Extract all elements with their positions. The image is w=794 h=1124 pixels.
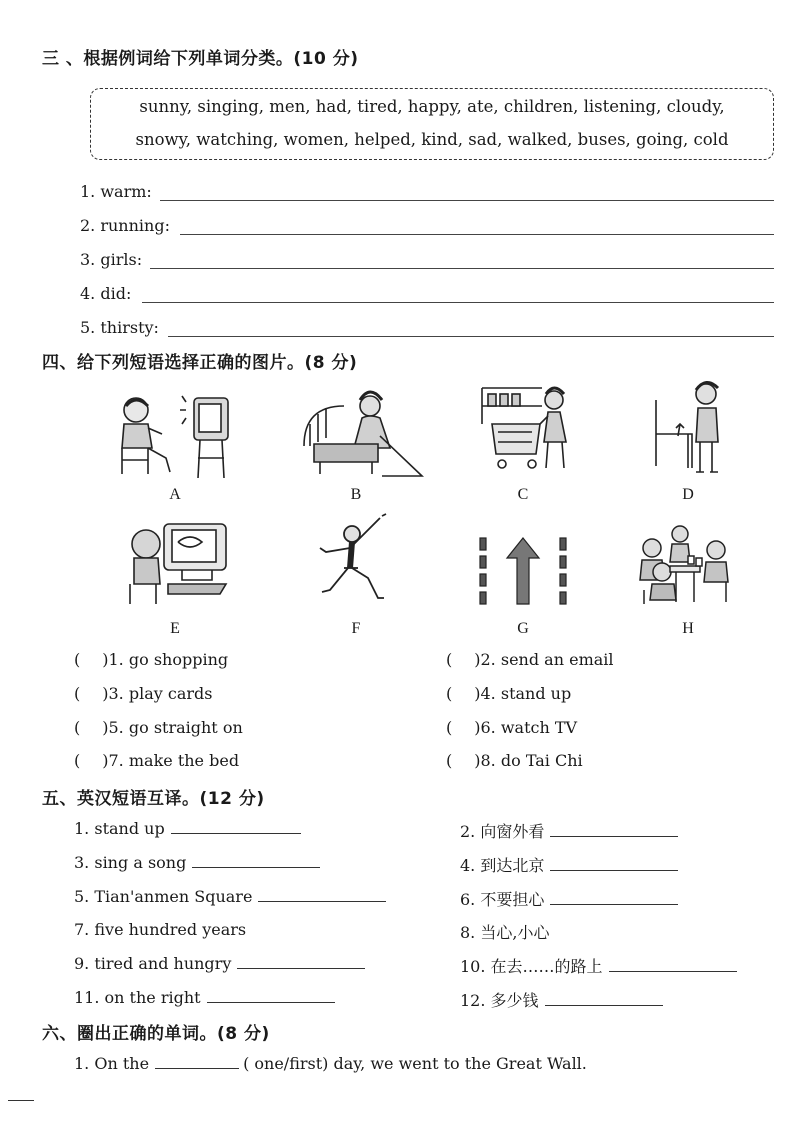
- word-bank-box: [90, 88, 774, 160]
- translate-blank-1[interactable]: [171, 819, 301, 834]
- section-6-title: 六、圈出正确的单词。(8 分): [42, 1024, 270, 1044]
- match-item-8: ( )8. do Tai Chi: [446, 751, 583, 770]
- picture-letter-a: A: [169, 486, 181, 503]
- translate-item-5: 5. Tian'anmen Square: [74, 887, 386, 906]
- translate-blank-9[interactable]: [237, 954, 365, 969]
- girl-making-bed-icon: [300, 386, 424, 480]
- translate-blank-10[interactable]: [609, 957, 737, 972]
- picture-letter-b: B: [350, 486, 362, 503]
- translate-item-10: 10. 在去……的路上: [460, 954, 737, 977]
- translate-item-3: 3. sing a song: [74, 853, 320, 872]
- match-item-4: ( )4. stand up: [446, 684, 572, 703]
- translate-item-9: 9. tired and hungry: [74, 954, 365, 973]
- translate-item-1: 1. stand up: [74, 819, 301, 838]
- translate-blank-2[interactable]: [550, 822, 678, 837]
- boy-standing-up-icon: [648, 380, 728, 480]
- classify-answer-line-5[interactable]: [168, 336, 774, 337]
- translate-item-7: 7. five hundred years: [74, 920, 247, 939]
- translate-blank-11[interactable]: [207, 988, 335, 1003]
- picture-letter-f: F: [351, 620, 361, 637]
- man-tai-chi-icon: [312, 512, 396, 608]
- match-item-5: ( )5. go straight on: [74, 718, 243, 737]
- classify-label-5: 5. thirsty:: [80, 318, 159, 337]
- translate-item-2: 2. 向窗外看: [460, 819, 678, 842]
- straight-arrow-road-icon: [476, 534, 572, 606]
- girl-shopping-cart-icon: [478, 384, 574, 482]
- boy-watching-tv-icon: [108, 388, 238, 480]
- page-footer-mark: [8, 1100, 34, 1101]
- classify-answer-line-3[interactable]: [150, 268, 774, 269]
- picture-letter-g: G: [517, 620, 529, 637]
- translate-blank-12[interactable]: [545, 991, 663, 1006]
- section-4-title: 四、给下列短语选择正确的图片。(8 分): [42, 353, 358, 373]
- classify-answer-line-4[interactable]: [142, 302, 774, 303]
- match-item-1: ( )1. go shopping: [74, 650, 229, 669]
- classify-label-2: 2. running:: [80, 216, 170, 235]
- translate-blank-6[interactable]: [550, 890, 678, 905]
- match-item-6: ( )6. watch TV: [446, 718, 578, 737]
- classify-answer-line-1[interactable]: [160, 200, 774, 201]
- translate-blank-4[interactable]: [550, 856, 678, 871]
- translate-blank-5[interactable]: [258, 887, 386, 902]
- word-bank-line-2: snowy, watching, women, helped, kind, sad, walked, buses, going, cold: [135, 130, 729, 149]
- match-item-3: ( )3. play cards: [74, 684, 213, 703]
- computer-email-icon: [126, 518, 230, 608]
- classify-label-4: 4. did:: [80, 284, 132, 303]
- translate-item-4: 4. 到达北京: [460, 853, 678, 876]
- translate-item-11: 11. on the right: [74, 988, 335, 1007]
- match-item-2: ( )2. send an email: [446, 650, 614, 669]
- translate-item-6: 6. 不要担心: [460, 887, 678, 910]
- picture-letter-d: D: [682, 486, 694, 503]
- translate-blank-3[interactable]: [192, 853, 320, 868]
- picture-letter-e: E: [170, 620, 180, 637]
- classify-label-3: 3. girls:: [80, 250, 143, 269]
- match-item-7: ( )7. make the bed: [74, 751, 240, 770]
- circle-question-1-blank[interactable]: [155, 1054, 239, 1069]
- section-5-title: 五、英汉短语互译。(12 分): [42, 789, 265, 809]
- children-playing-cards-icon: [632, 520, 736, 608]
- circle-question-1: 1. On the ( one/first) day, we went to the Great Wall.: [74, 1054, 587, 1073]
- picture-letter-h: H: [682, 620, 694, 637]
- picture-letter-c: C: [517, 486, 529, 503]
- translate-item-8: 8. 当心,小心: [460, 923, 550, 942]
- word-bank-line-1: sunny, singing, men, had, tired, happy, ate, children, listening, cloudy,: [139, 97, 725, 116]
- section-3-title: 三 、根据例词给下列单词分类。(10 分): [42, 49, 359, 69]
- translate-item-12: 12. 多少钱: [460, 988, 663, 1011]
- classify-answer-line-2[interactable]: [180, 234, 774, 235]
- classify-label-1: 1. warm:: [80, 182, 152, 201]
